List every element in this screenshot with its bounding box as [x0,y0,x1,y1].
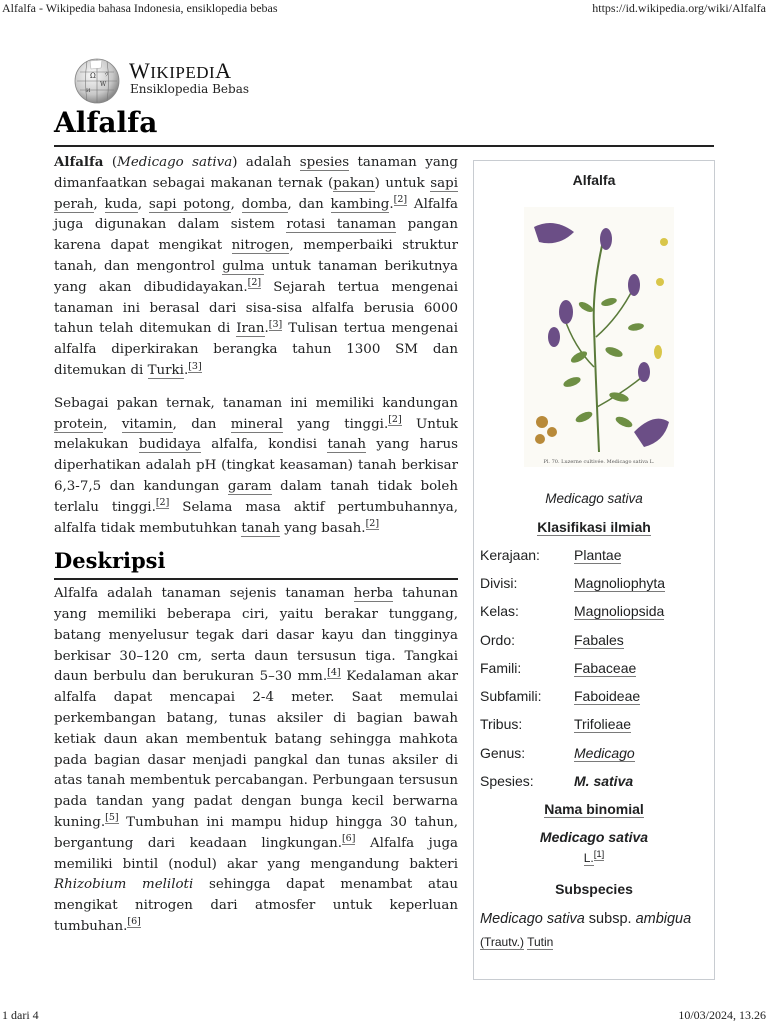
print-footer [0,1006,768,1024]
row-value-link[interactable]: Fabales [574,632,624,648]
link-vitamin[interactable]: vitamin [121,416,173,432]
link-sapi-perah[interactable]: sapi perah [54,175,458,212]
row-key: Subfamili: [480,688,542,704]
lead-paragraph-1 [54,152,458,382]
citation-link[interactable]: [3] [188,360,202,372]
citation[interactable] [127,916,140,928]
link-gulma[interactable]: gulma [222,258,265,274]
lead-paragraph-2 [54,394,458,540]
print-page-number: 1 dari 4 [2,1008,39,1022]
row-key: Ordo: [480,632,516,648]
wikipedia-wordmark [129,58,232,84]
deskripsi-paragraph [54,584,458,938]
subspecies-name [480,911,710,927]
citation[interactable] [366,518,379,530]
text: yang tinggi. [282,416,389,432]
link-pakan[interactable]: pakan [333,175,375,191]
taxobox-row [480,632,710,654]
citation[interactable] [156,497,169,509]
title-divider [54,145,714,147]
article-body [54,152,458,950]
text: , dan [287,196,331,212]
citation[interactable] [269,319,282,331]
print-header [0,0,768,18]
svg-text:И: И [86,88,91,94]
row-key: Kerajaan: [480,547,540,563]
text: alfalfa, kondisi [200,437,328,453]
taxobox-row [480,716,710,738]
taxobox-row [480,688,710,710]
subspecies-authority [480,935,553,949]
text: ) adalah [232,155,300,170]
print-header-url: https://id.wikipedia.org/wiki/Alfalfa [592,1,766,15]
svg-text:ウ: ウ [104,72,110,78]
citation-link[interactable]: [6] [341,833,356,845]
row-value: M. sativa [574,773,634,789]
citation[interactable] [388,414,401,426]
text: yang harus diperhatikan adalah pH (tingkat keasaman) tanah berkisar 6,3-7,5 dan kandungan [54,437,459,494]
text: tahunan yang memiliki beberapa ciri, yaitu berakar tunggang, batang menyelusur tegak dari dasar kayu dan tingginya berkisar 30–120 cm, serta daun tersusun tiga. Tangkai daun berbulu dan berukuran 5–30 mm. [54,586,458,685]
print-timestamp: 10/03/2024, 13.26 [678,1008,766,1022]
wordmark-w: W [129,58,151,83]
link-spesies[interactable]: spesies [299,155,350,170]
alfalfa-illustration[interactable] [524,207,674,467]
text: untuk tanaman berikutnya yang akan dibudidayakan. [54,258,458,295]
section-heading-deskripsi: Deskripsi [54,551,458,580]
row-value-link[interactable]: Magnoliopsida [574,603,665,619]
text: sehingga dapat menambat atau mengikat nitrogen dari atmosfer untuk keperluan tumbuhan. [54,877,459,934]
taxobox-row [480,773,710,795]
text: Tumbuhan ini mampu hidup hingga 30 tahun, bergantung dari keadaan lingkungan. [54,814,458,851]
link-mineral[interactable]: mineral [230,416,283,432]
text: . [264,321,269,337]
citation[interactable] [342,833,355,845]
citation-link[interactable]: [2] [247,277,262,289]
citation-link[interactable]: [5] [105,812,119,824]
link-turki[interactable]: Turki [147,362,184,378]
text: dalam tanah tidak boleh terlalu tinggi. [54,478,458,515]
page-title: Alfalfa [54,106,158,139]
wikipedia-globe-icon [72,56,122,106]
text: pangan karena dapat mengikat [54,217,458,254]
binomial-authority [474,851,714,865]
text: tanaman yang dimanfaatkan sebagai makanan ternak ( [54,155,458,191]
citation-link[interactable]: [2] [388,414,402,426]
text: Sejarah tertua mengenai tanaman ini berasal dari sisa-sisa alfalfa berusia 6000 tahun telah ditemukan di [54,279,459,337]
text: , [93,196,105,212]
text: subsp. [584,911,636,927]
text: Sebagai pakan ternak, tanaman ini memiliki kandungan [54,395,458,411]
row-value-link[interactable]: Plantae [574,547,622,563]
binomial-heading[interactable] [474,801,714,817]
row-key: Genus: [480,745,526,761]
row-value-link[interactable]: Trifolieae [574,716,632,732]
wordmark-a: A [215,58,232,83]
text: Selama masa aktif pertumbuhannya, alfalfa tidak membutuhkan [54,499,458,536]
row-key: Kelas: [480,603,519,619]
text: yang basah. [280,520,366,536]
citation-link[interactable]: [2] [365,518,380,530]
text: Alfalfa juga digunakan dalam sistem [54,196,459,233]
taxobox-row [480,603,710,625]
row-value-link[interactable]: Magnoliophyta [574,575,666,591]
link-kuda[interactable]: kuda [104,196,138,212]
wikipedia-tagline: Ensiklopedia Bebas [130,82,250,96]
text: , memperbaiki struktur tanah, dan mengontrol [54,238,458,274]
link-nitrogen[interactable]: nitrogen [231,238,290,254]
citation-link[interactable]: [3] [268,318,283,330]
link-rotasi-tanaman[interactable]: rotasi tanaman [286,217,397,233]
text: Alfalfa adalah tanaman sejenis tanaman [54,586,354,602]
svg-text:Ω: Ω [90,72,96,80]
text: Kedalaman akar alfalfa dapat mencapai 2-4 meter. Saat memulai perkembangan batang, tunas aksiler di bagian bawah ketiak daun akan membentuk batang sehingga mahkota pada bagian dasar menjadi pangkal dan tunas aksiler di atas tanah membentuk percabangan. Perbungaan tersusun pada tandan yang padat dengan bunga kecil berwarna kuning. [54,669,458,830]
link-tanah[interactable]: tanah [327,437,367,453]
citation-link[interactable]: [1] [593,849,605,860]
row-key: Divisi: [480,575,518,591]
row-key: Spesies: [480,773,534,789]
text: , [103,416,122,432]
link-iran[interactable]: Iran [236,321,265,337]
citation[interactable] [394,194,407,206]
text: ) untuk [374,175,431,191]
citation[interactable] [594,849,605,861]
print-header-title: Alfalfa - Wikipedia bahasa Indonesia, ensiklopedia bebas [2,1,278,15]
text: , dan [172,416,231,432]
link-sapi-potong[interactable]: sapi potong [148,196,231,212]
link-herba[interactable]: herba [353,586,394,602]
link-tanah-2[interactable]: tanah [241,520,281,536]
citation[interactable] [248,277,261,289]
taxobox-row [480,575,710,597]
row-value-link[interactable]: Fabaceae [574,660,637,676]
citation[interactable] [188,361,201,373]
link-garam[interactable]: garam [227,478,272,494]
row-key: Tribus: [480,716,523,732]
wordmark-rest: IKIPEDI [150,63,216,82]
row-value-link[interactable]: Medicago [574,745,635,761]
text: , [230,196,242,212]
citation-link[interactable]: [6] [127,916,141,928]
text: Alfalfa juga memiliki bintil (nodul) akar yang mengandung bakteri [54,835,458,872]
taxobox-row [480,745,710,767]
taxobox-caption: Medicago sativa [545,491,643,506]
authority-link[interactable]: L. [583,851,594,865]
citation-link[interactable]: [2] [155,497,170,509]
binomial-name: Medicago sativa [539,829,649,845]
scientific-name: Medicago sativa [117,155,233,170]
row-key: Famili: [480,660,522,676]
row-value-link[interactable]: Faboideae [574,688,641,704]
text: Medicago sativa [480,911,585,927]
link-kambing[interactable]: kambing [330,196,390,212]
subspecies-heading: Subspecies [555,881,633,897]
lead-bold-term: Alfalfa [54,154,104,170]
citation-link[interactable]: [2] [393,194,408,206]
taxobox [473,160,715,980]
text: . [183,362,189,378]
authority-link[interactable]: (Trautv.) [480,935,524,949]
citation[interactable] [327,667,340,679]
link-budidaya[interactable]: budidaya [138,437,201,453]
citation[interactable] [105,812,118,824]
link-protein[interactable]: protein [54,416,104,432]
wikipedia-logo[interactable] [72,56,272,108]
scientific-name: Rhizobium meliloti [54,877,194,893]
taxobox-title: Alfalfa [572,172,616,188]
binomial-heading-label[interactable]: Nama binomial [544,801,644,817]
link-domba[interactable]: domba [241,196,288,212]
taxobox-row [480,660,710,682]
text: Untuk melakukan [54,416,458,453]
authority-link[interactable]: Tutin [527,935,554,949]
text: . [389,196,394,212]
text: Tulisan tertua mengenai alfalfa diperkirakan berangka tahun 1300 SM dan ditemukan di [54,321,458,378]
illustration-caption: Pl. 70. Luzerne cultivée. Medicago sativa L. [543,459,655,465]
text: ambigua [635,911,692,927]
text: , [137,196,149,212]
klasifikasi-heading[interactable] [474,519,714,535]
taxobox-row [480,547,710,569]
text: ( [103,155,118,170]
svg-text:W: W [100,81,107,88]
citation-link[interactable]: [4] [327,666,341,678]
klasifikasi-heading-label[interactable]: Klasifikasi ilmiah [537,519,651,535]
